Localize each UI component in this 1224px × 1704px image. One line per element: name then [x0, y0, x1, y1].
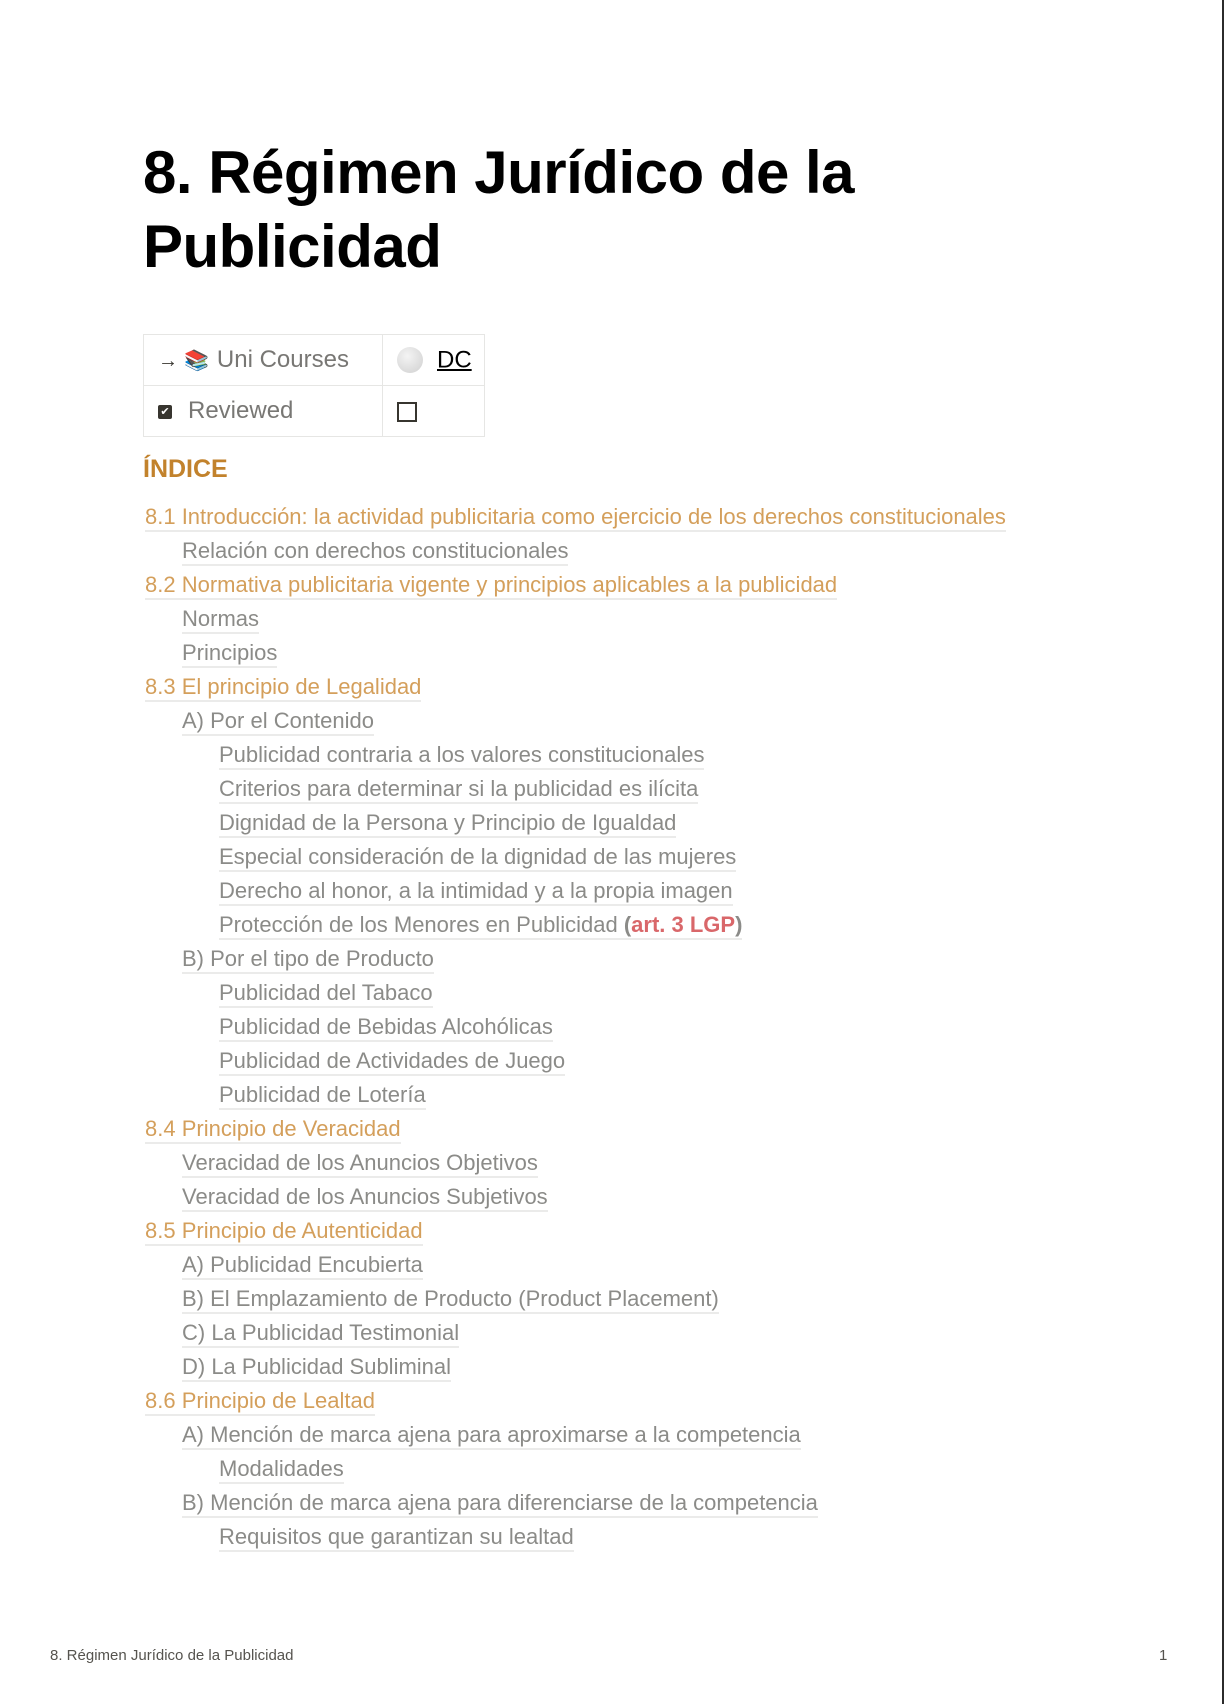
toc-link[interactable] [182, 1150, 538, 1178]
toc-link[interactable] [182, 538, 568, 566]
properties-table [143, 334, 485, 437]
toc-link[interactable] [182, 946, 434, 974]
toc-link[interactable] [145, 572, 837, 600]
toc-item [145, 1010, 1006, 1044]
toc-link-text: Veracidad de los Anuncios Subjetivos [182, 1184, 548, 1209]
toc-link-text: Publicidad contraria a los valores constitucionales [219, 742, 705, 767]
toc-link[interactable] [182, 1184, 548, 1212]
toc-item [145, 1486, 1006, 1520]
toc-link-text: 8.5 Principio de Autenticidad [145, 1218, 423, 1243]
toc-link[interactable] [182, 708, 374, 736]
toc-link[interactable] [182, 606, 259, 634]
toc-link[interactable] [182, 1422, 801, 1450]
law-reference: art. 3 LGP [631, 912, 736, 937]
toc-link-text: Protección de los Menores en Publicidad [219, 912, 618, 937]
toc-link-text: Publicidad de Actividades de Juego [219, 1048, 566, 1073]
toc-item [145, 704, 1006, 738]
toc-link-text: Requisitos que garantizan su lealtad [219, 1524, 574, 1549]
page-title: 8. Régimen Jurídico de la Publicidad [143, 139, 855, 280]
toc-link[interactable] [145, 1218, 423, 1246]
toc-link[interactable] [182, 640, 277, 668]
toc-link[interactable] [219, 878, 733, 906]
property-row-uni-courses [144, 335, 485, 386]
toc-item [145, 942, 1006, 976]
toc-item [145, 1418, 1006, 1452]
toc-item [145, 1146, 1006, 1180]
toc-item [145, 670, 1006, 704]
toc-item [145, 1044, 1006, 1078]
toc-heading: ÍNDICE [143, 455, 228, 483]
toc-link-text: A) Por el Contenido [182, 708, 374, 733]
page-number: 1 [1159, 1647, 1168, 1664]
books-emoji-icon: 📚 [184, 350, 209, 372]
toc-link-text: 8.6 Principio de Lealtad [145, 1388, 375, 1413]
property-key[interactable] [144, 386, 383, 437]
toc-link-text: Relación con derechos constitucionales [182, 538, 569, 563]
paren-open: ( [623, 912, 632, 937]
toc-item [145, 568, 1006, 602]
table-of-contents [145, 500, 1006, 1554]
toc-item [145, 1452, 1006, 1486]
reviewed-checkbox[interactable] [397, 402, 417, 422]
toc-item [145, 1078, 1006, 1112]
toc-item [145, 908, 1006, 942]
toc-link-text: A) Publicidad Encubierta [182, 1252, 423, 1277]
toc-item [145, 1248, 1006, 1282]
property-value [383, 335, 485, 386]
toc-link[interactable] [219, 1456, 344, 1484]
toc-link[interactable] [219, 980, 433, 1008]
toc-link[interactable] [219, 742, 704, 770]
toc-link-text: D) La Publicidad Subliminal [182, 1354, 452, 1379]
property-value [383, 386, 485, 437]
toc-item [145, 1282, 1006, 1316]
toc-item [145, 976, 1006, 1010]
property-key[interactable] [144, 335, 383, 386]
toc-link-text: Especial consideración de la dignidad de las mujeres [219, 844, 737, 869]
toc-link-text: Derecho al honor, a la intimidad y a la propia imagen [219, 878, 733, 903]
toc-link[interactable] [182, 1354, 451, 1382]
toc-item [145, 1384, 1006, 1418]
toc-link[interactable] [145, 504, 1006, 532]
toc-item [145, 1520, 1006, 1554]
toc-item [145, 840, 1006, 874]
toc-item [145, 602, 1006, 636]
toc-link-text: Criterios para determinar si la publicidad es ilícita [219, 776, 699, 801]
toc-link[interactable] [219, 810, 676, 838]
toc-link[interactable] [219, 844, 736, 872]
toc-link-text: B) El Emplazamiento de Producto (Product Placement) [182, 1286, 719, 1311]
toc-item [145, 1316, 1006, 1350]
toc-item [145, 534, 1006, 568]
toc-link[interactable] [219, 1014, 553, 1042]
paren-close: ) [735, 912, 743, 937]
toc-link[interactable] [182, 1286, 719, 1314]
toc-item [145, 1350, 1006, 1384]
toc-link-text: Publicidad de Lotería [219, 1082, 426, 1107]
toc-link[interactable] [219, 1048, 565, 1076]
toc-link[interactable] [182, 1252, 423, 1280]
toc-link-text: Modalidades [219, 1456, 344, 1481]
toc-link-text: A) Mención de marca ajena para aproximarse a la competencia [182, 1422, 801, 1447]
toc-link-text: Normas [182, 606, 260, 631]
toc-link-text: Publicidad del Tabaco [219, 980, 433, 1005]
toc-item [145, 806, 1006, 840]
property-key-label: Reviewed [188, 397, 294, 424]
toc-link-text: 8.4 Principio de Veracidad [145, 1116, 401, 1141]
page-icon [397, 347, 423, 373]
toc-item [145, 772, 1006, 806]
toc-item [145, 738, 1006, 772]
toc-link[interactable] [219, 776, 698, 804]
toc-link[interactable] [219, 1524, 574, 1552]
toc-link-text: Veracidad de los Anuncios Objetivos [182, 1150, 538, 1175]
toc-link[interactable] [219, 912, 742, 940]
relation-link-dc[interactable]: DC [437, 346, 472, 374]
toc-link[interactable] [182, 1490, 818, 1518]
footer-title: 8. Régimen Jurídico de la Publicidad [50, 1647, 294, 1664]
toc-item [145, 500, 1006, 534]
toc-link[interactable] [219, 1082, 426, 1110]
toc-item [145, 636, 1006, 670]
toc-item [145, 1214, 1006, 1248]
toc-item [145, 1180, 1006, 1214]
toc-link-text: Publicidad de Bebidas Alcohólicas [219, 1014, 553, 1039]
arrow-right-icon: → [158, 350, 178, 372]
toc-link[interactable] [182, 1320, 459, 1348]
property-row-reviewed [144, 386, 485, 437]
toc-link-text: 8.2 Normativa publicitaria vigente y principios aplicables a la publicidad [145, 572, 838, 597]
toc-item [145, 1112, 1006, 1146]
property-key-label: Uni Courses [216, 346, 349, 373]
toc-link-text: Dignidad de la Persona y Principio de Igualdad [219, 810, 677, 835]
toc-link-text: B) Por el tipo de Producto [182, 946, 434, 971]
toc-link[interactable] [145, 674, 421, 702]
toc-link-text: Principios [182, 640, 278, 665]
toc-link-text: C) La Publicidad Testimonial [182, 1320, 460, 1345]
toc-link-text: 8.1 Introducción: la actividad publicitaria como ejercicio de los derechos constitucionales [145, 504, 1006, 529]
checkbox-property-icon: ✔ [158, 405, 172, 419]
toc-link[interactable] [145, 1116, 401, 1144]
toc-item [145, 874, 1006, 908]
toc-link-text: B) Mención de marca ajena para diferenciarse de la competencia [182, 1490, 818, 1515]
toc-link-text: 8.3 El principio de Legalidad [145, 674, 422, 699]
toc-link[interactable] [145, 1388, 375, 1416]
